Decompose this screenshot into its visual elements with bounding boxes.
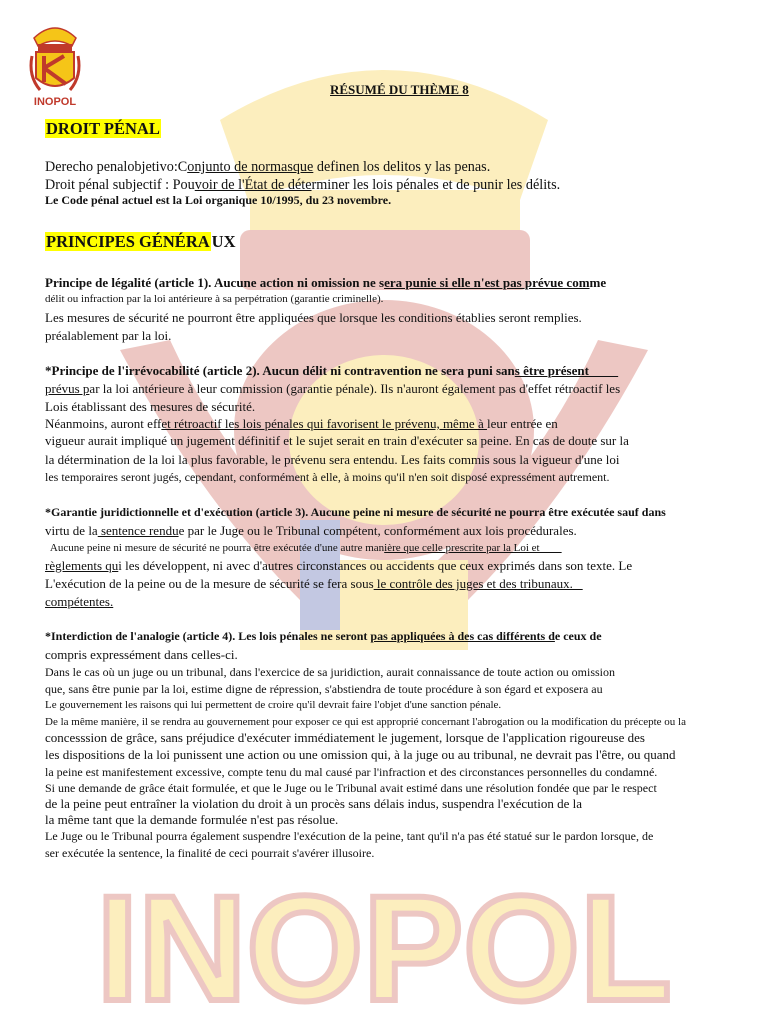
paragraph-line: règlements qui les développent, ni avec d'autres circonstances ou accidents que ceux exprimés dans son texte. Le <box>45 558 633 573</box>
section-heading-principes: PRINCIPES GÉNÉRA UX <box>46 232 236 251</box>
paragraph-line: Derecho penalobjetivo:Conjunto de normasque definen los delitos y las penas. <box>45 159 491 175</box>
section-heading-droit-penal <box>45 120 161 139</box>
paragraph-line: compris expressément dans celles-ci. <box>45 647 238 662</box>
principle-garantie-heading: *Garantie juridictionnelle et d'exécution (article 3). Aucune peine ni mesure de sécurité ne pourra être exécutée sauf dans <box>45 505 666 519</box>
paragraph-line: vigueur aurait impliqué un jugement définitif et le sujet serait en train d'exécuter sa peine. En cas de doute sur la <box>45 433 629 448</box>
paragraph-line: ser exécutée la sentence, la finalité de ceci pourrait s'avérer illusoire. <box>45 846 375 860</box>
paragraph-line: Dans le cas où un juge ou un tribunal, dans l'exercice de sa juridiction, aurait connaissance de toute action ou omission <box>45 665 615 679</box>
paragraph-line: Le Juge ou le Tribunal pourra également suspendre l'exécution de la peine, tant qu'il n'a pas été statué sur le pardon lorsque, de <box>45 829 654 843</box>
paragraph-line: prévus par la loi antérieure à leur commission (garantie pénale). Ils n'auront également pas d'effet rétroactif les <box>45 381 621 396</box>
paragraph-line: Droit pénal subjectif : Pouvoir de l'État de déterminer les lois pénales et de punir les délits. <box>45 177 561 193</box>
heading-highlight: DROIT PÉNAL <box>46 119 160 138</box>
paragraph-line: Si une demande de grâce était formulée, et que le Juge ou le Tribunal avait estimé dans une résolution fondée que par le respect <box>45 781 657 795</box>
paragraph-line: la même tant que la demande formulée n'est pas résolue. <box>45 812 339 827</box>
paragraph-line: L'exécution de la peine ou de la mesure de sécurité se fera sous le contrôle des juges et des tribunaux. <box>45 576 583 591</box>
paragraph-line: les dispositions de la loi punissent une action ou une omission qui, à la juge ou au tribunal, ne devrait pas l'être, ou quand <box>45 747 676 762</box>
paragraph-line: Le gouvernement les raisons qui lui permettent de croire qu'il devrait faire l'objet d'une sanction pénale. <box>45 699 502 711</box>
paragraph-line: de la peine peut entraîner la violation du droit à un procès sans délais indus, suspendra l'exécution de la <box>45 796 582 811</box>
principle-irrevocabilite-heading: *Principe de l'irrévocabilité (article 2). Aucun délit ni contravention ne sera puni sans être présent <box>45 363 619 378</box>
paragraph-line: la peine est manifestement excessive, compte tenu du mal causé par l'infraction et des circonstances personnelles du condamné. <box>45 765 658 779</box>
paragraph-line: la détermination de la loi la plus favorable, le prévenu sera entendu. Les faits commis sous la vigueur d'une loi <box>45 452 620 467</box>
paragraph-line: que, sans être punie par la loi, estime digne de répression, s'abstiendra de toute procédure à son égard et exposera au <box>45 682 603 696</box>
paragraph-line: concesssion de grâce, sans préjudice d'exécuter immédiatement le jugement, lorsque de l'application rigoureuse des <box>45 730 645 745</box>
paragraph-line: Néanmoins, auront effet rétroactif les lois pénales qui favorisent le prévenu, même à leur entrée en <box>45 416 558 431</box>
watermark-text: INOPOL <box>96 864 672 1024</box>
inopol-logo <box>24 16 86 108</box>
paragraph-line: les temporaires seront jugés, cependant, conformément à elle, à moins qu'il n'en soit disposé expressément autrement. <box>45 470 610 484</box>
paragraph-line: Le Code pénal actuel est la Loi organique 10/1995, du 23 novembre. <box>45 193 392 207</box>
principle-legalite-heading: Principe de légalité (article 1). Aucune action ni omission ne sera punie si elle n'est pas prévue comme <box>45 275 607 290</box>
paragraph-line: préalablement par la loi. <box>45 328 172 343</box>
paragraph-line: virtu de la sentence rendue par le Juge ou le Tribunal compétent, conformément aux lois procédurales. <box>45 523 577 538</box>
document-title: RÉSUMÉ DU THÈME 8 <box>330 82 469 97</box>
logo-text: INOPOL <box>33 96 77 108</box>
paragraph-line: Aucune peine ni mesure de sécurité ne pourra être exécutée d'une autre manière que celle prescrite par la Loi et <box>45 542 562 554</box>
paragraph-line: compétentes. <box>45 594 114 609</box>
paragraph-line: délit ou infraction par la loi antérieure à sa perpétration (garantie criminelle). <box>45 293 384 305</box>
principle-analogie-heading: *Interdiction de l'analogie (article 4). Les lois pénales ne seront pas appliquées à des cas différents de ceux de <box>45 629 602 643</box>
paragraph-line: Les mesures de sécurité ne pourront être appliquées que lorsque les conditions établies seront remplies. <box>45 310 582 325</box>
paragraph-line: Lois établissant des mesures de sécurité. <box>45 399 256 414</box>
paragraph-line: De la même manière, il se rendra au gouvernement pour exposer ce qui est approprié concernant l'abrogation ou la modification du précepte ou la <box>45 716 686 728</box>
